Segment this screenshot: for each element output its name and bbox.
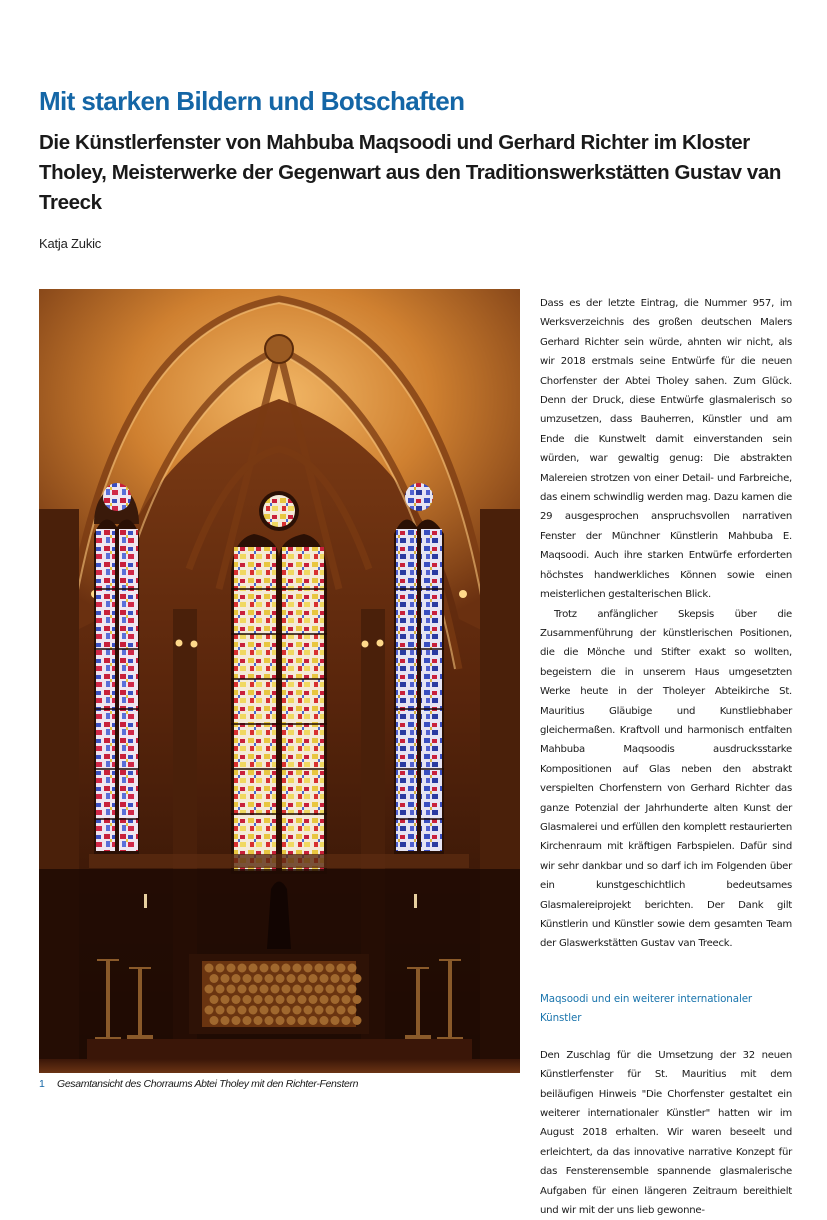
altar-ornament	[205, 964, 214, 973]
altar-ornament	[254, 974, 263, 983]
altar-ornament	[282, 964, 291, 973]
body-paragraph: Dass es der letzte Eintrag, die Nummer 957, im Werksverzeichnis des großen deutschen Malers Gerhard Richter sein würde, ahnten wir nicht, als wir 2018 erstmals seine Entwürfe für die neuen Chorfenster der Abtei Tholey sahen. Zum Glück. Denn der Druck, diese Entwürfe glasmalerisch so umzusetzen, dass Bauherren, Künstler und am Ende die Kunstwelt damit einverstanden sein würden, war gewaltig genug: Die abstrakten Malereien strotzen von einer Detail- und Farbreiche, das einem schwindlig werden mag. Dazu kamen die 29 ausgesprochen anspruchsvollen narrativen Fenster der Münchner Künstlerin Mahbuba E. Maqsoodi. Auch ihre starken Entwürfe erforderten höchstes handwerkliches Können sowie einen meisterlichen gestalterischen Blick.	[540, 298, 792, 601]
keystone-boss	[265, 335, 293, 363]
altar-ornament	[320, 995, 329, 1004]
body-paragraph: Den Zuschlag für die Umsetzung der 32 neuen Künstlerfenster für St. Mauritius mit dem beiläufigen Hinweis "Die Chorfenster gestaltet ein weiterer internationaler Künstler" hatten wir im August 2018 erhalten. Wir waren beseelt und erleichtert, da das innovative narrative Konzept für das Fensterensemble spannende glasmalerische Aufgaben für einen längeren Zeitraum bereithielt und wir mit der uns lieb gewonne-	[540, 1049, 792, 1217]
altar-ornament	[348, 1006, 357, 1015]
altar-ornament	[221, 1016, 230, 1025]
altar-ornament	[205, 1006, 214, 1015]
window-left	[94, 483, 139, 854]
altar-ornament	[348, 964, 357, 973]
altar-ornament	[353, 974, 362, 983]
altar-ornament	[216, 985, 225, 994]
altar-ornament	[265, 974, 274, 983]
article-title: Mit starken Bildern und Botschaften	[39, 86, 465, 116]
altar-ornament	[326, 985, 335, 994]
altar-ornament	[249, 964, 258, 973]
altar-ornament	[320, 974, 329, 983]
altar-ornament	[342, 1016, 351, 1025]
floor	[39, 1059, 520, 1073]
altar-ornament	[320, 1016, 329, 1025]
altar-ornament	[243, 995, 252, 1004]
altar-ornament	[227, 985, 236, 994]
altar-ornament	[309, 995, 318, 1004]
altar-ornament	[298, 1016, 307, 1025]
altar-ornament	[205, 985, 214, 994]
altar-ornament	[260, 1006, 269, 1015]
altar-ornament	[271, 964, 280, 973]
altar-ornament	[216, 1006, 225, 1015]
window-sills	[89, 854, 469, 868]
altar-ornament	[282, 985, 291, 994]
altar-ornament	[315, 985, 324, 994]
altar-ornament	[238, 1006, 247, 1015]
altar-ornament	[210, 974, 219, 983]
altar-ornament	[304, 1006, 313, 1015]
altar-ornament	[342, 995, 351, 1004]
altar-ornament	[276, 995, 285, 1004]
altar-ornament	[309, 974, 318, 983]
altar-ornament	[232, 995, 241, 1004]
altar-ornament	[271, 1006, 280, 1015]
section-heading: Maqsoodi und ein weiterer internationaler Künstler	[540, 992, 753, 1024]
altar-ornament	[287, 974, 296, 983]
altar-ornament	[298, 974, 307, 983]
altar-ornament	[298, 995, 307, 1004]
altar-ornament	[254, 1016, 263, 1025]
altar-ornament	[331, 1016, 340, 1025]
altar-ornament	[293, 985, 302, 994]
article-body-column	[540, 294, 792, 1220]
altar-step	[87, 1039, 472, 1059]
altar-ornament	[276, 1016, 285, 1025]
altar-ornament	[337, 964, 346, 973]
altar-ornament	[348, 985, 357, 994]
altar-ornament	[331, 974, 340, 983]
altar-ornament	[221, 995, 230, 1004]
altar-ornament	[265, 1016, 274, 1025]
altar-ornament	[216, 964, 225, 973]
altar-ornament	[293, 964, 302, 973]
figure-caption-text: Gesamtansicht des Chorraums Abtei Tholey mit den Richter-Fenstern	[57, 1078, 359, 1090]
altar-ornament	[243, 974, 252, 983]
altar-ornament	[337, 1006, 346, 1015]
altar-ornament	[315, 964, 324, 973]
altar-ornament	[326, 1006, 335, 1015]
altar-ornament	[254, 995, 263, 1004]
window-right	[394, 483, 444, 854]
altar-ornament	[293, 1006, 302, 1015]
altar-ornament	[238, 964, 247, 973]
altar-ornament	[315, 1006, 324, 1015]
altar-ornament	[232, 974, 241, 983]
altar-ornament	[353, 995, 362, 1004]
altar-ornament	[353, 1016, 362, 1025]
spacer	[540, 954, 792, 990]
body-paragraph: Trotz anfänglicher Skepsis über die Zusammenführung der künstlerischen Positionen, die die Mönche und Stifter exakt so wollten, begeistern die in unserem Haus umgesetzten Werke heute in der Tholeyer Abteikirche St. Mauritius Gläubige und Kunstliebhaber gleichermaßen. Kraftvoll und harmonisch entfalten Mahbuba Maqsoodis ausdrucksstarke Kompositionen auf Glas neben den abstrakt verspielten Chorfenstern von Gerhard Richter das ganze Potenzial der Jahrhunderte alten Kunst der Glasmalerei und erfüllen den komplett restaurierten Kirchenraum mit kräftigen Farbspielen. Dafür sind wir sehr dankbar und so darf ich im Folgenden über ein kunstgeschichtlich bedeutsames Glasmalereiprojekt berichten. Der Dank gilt Künstlerin und Künstler sowie dem gesamten Team der Glaswerkstätten Gustav van Treeck.	[540, 608, 792, 950]
choir-photo-illustration	[39, 289, 520, 1073]
altar-ornament	[249, 1006, 258, 1015]
figure-number: 1	[39, 1078, 45, 1090]
spacer	[540, 1028, 792, 1046]
altar-ornament	[309, 1016, 318, 1025]
altar-ornament	[287, 1016, 296, 1025]
altar-ornament	[287, 995, 296, 1004]
altar-ornament	[326, 964, 335, 973]
altar-ornament	[227, 964, 236, 973]
altar-ornament	[210, 995, 219, 1004]
altar-ornament	[221, 974, 230, 983]
altar-ornament	[304, 964, 313, 973]
altar-ornament	[238, 985, 247, 994]
altar-ornament	[210, 1016, 219, 1025]
altar-ornament	[227, 1006, 236, 1015]
figure-photo-choir-windows	[39, 289, 520, 1073]
altar-ornament	[265, 995, 274, 1004]
altar-ornament	[282, 1006, 291, 1015]
altar-ornament	[249, 985, 258, 994]
author-name: Katja Zukic	[39, 236, 102, 251]
altar-ornament	[260, 985, 269, 994]
altar-ornament	[331, 995, 340, 1004]
article-subtitle: Die Künstlerfenster von Mahbuba Maqsoodi und Gerhard Richter im Kloster Tholey, Meisterwerke der Gegenwart aus den Traditionswerkstätten Gustav van Treeck	[39, 131, 782, 214]
altar-ornament	[243, 1016, 252, 1025]
altar-ornament	[260, 964, 269, 973]
altar-ornament	[342, 974, 351, 983]
figure-caption	[39, 1078, 358, 1090]
altar-ornament	[276, 974, 285, 983]
altar-ornament	[232, 1016, 241, 1025]
altar-ornament	[271, 985, 280, 994]
altar-ornament	[304, 985, 313, 994]
altar-ornament	[337, 985, 346, 994]
